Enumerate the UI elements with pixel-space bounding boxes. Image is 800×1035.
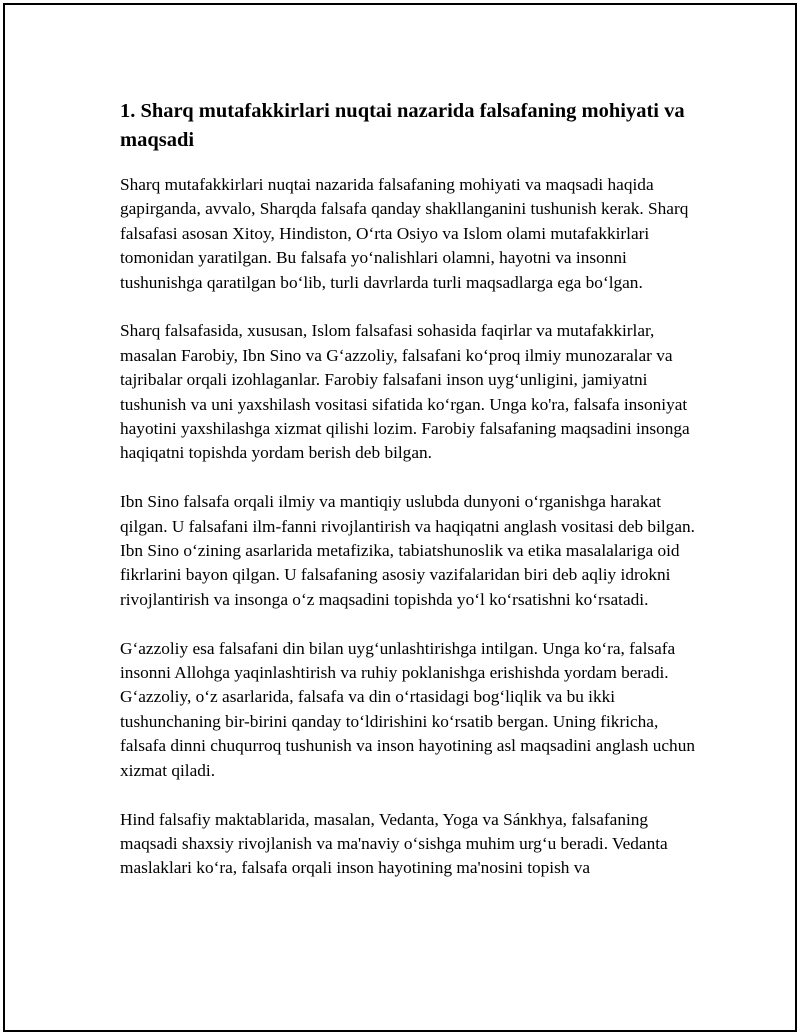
document-body: [120, 97, 700, 905]
paragraph-intro: Sharq mutafakkirlari nuqtai nazarida falsafaning mohiyati va maqsadi haqida gapirganda, avvalo, Sharqda falsafa qanday shakllanganini tushunish kerak. Sharq falsafasi asosan Xitoy, Hindiston, O‘rta Osiyo va Islom olami mutafakkirlari tomonidan yaratilgan. Bu falsafa yo‘nalishlari olamni, hayotni va insonni tushunishga qaratilgan bo‘lib, turli davrlarda turli maqsadlarga ega bo‘lgan.: [120, 175, 689, 292]
paragraph-farobiy: Sharq falsafasida, xususan, Islom falsafasi sohasida faqirlar va mutafakkirlar, masalan Farobiy, Ibn Sino va G‘azzoliy, falsafani ko‘proq ilmiy munozaralar va tajribalar orqali izohlaganlar. Farobiy falsafani inson uyg‘unligini, jamiyatni tushunish va uni yaxshilash vositasi sifatida ko‘rgan. Unga ko'ra, falsafa insoniyat hayotini yaxshilashga xizmat qilishi lozim. Farobiy falsafaning maqsadini insonga haqiqatni topishda yordam berish deb bilgan.: [120, 321, 690, 463]
paragraph-ibn-sino: Ibn Sino falsafa orqali ilmiy va mantiqiy uslubda dunyoni o‘rganishga harakat qilgan. U falsafani ilm-fanni rivojlantirish va haqiqatni anglash vositasi deb bilgan. Ibn Sino o‘zining asarlarida metafizika, tabiatshunoslik va etika masalalariga oid fikrlarini bayon qilgan. U falsafaning asosiy vazifalaridan biri deb aqliy idrokni rivojlantirish va insonga o‘z maqsadini topishda yo‘l ko‘rsatishni ko‘rsatadi.: [120, 492, 695, 609]
paragraph-gazzoliy: G‘azzoliy esa falsafani din bilan uyg‘unlashtirishga intilgan. Unga ko‘ra, falsafa insonni Allohga yaqinlashtirish va ruhiy poklanishga erishishda yordam beradi. G‘azzoliy, o‘z asarlarida, falsafa va din o‘rtasidagi bog‘liqlik va bu ikki tushunchaning bir-birini qanday to‘ldirishini ko‘rsatib bergan. Uning fikricha, falsafa dinni chuqurroq tushunish va inson hayotining asl maqsadini anglash uchun xizmat qiladi.: [120, 638, 695, 780]
section-heading: 1. Sharq mutafakkirlari nuqtai nazarida falsafaning mohiyati va maqsadi: [120, 100, 685, 151]
paragraph-hind: Hind falsafiy maktablarida, masalan, Vedanta, Yoga va Sánkhya, falsafaning maqsadi shaxsiy rivojlanish va ma'naviy o‘sishga muhim urg‘u beradi. Vedanta maslaklari ko‘ra, falsafa orqali inson hayotining ma'nosini topish va: [120, 809, 668, 878]
page-frame: [3, 3, 797, 1032]
